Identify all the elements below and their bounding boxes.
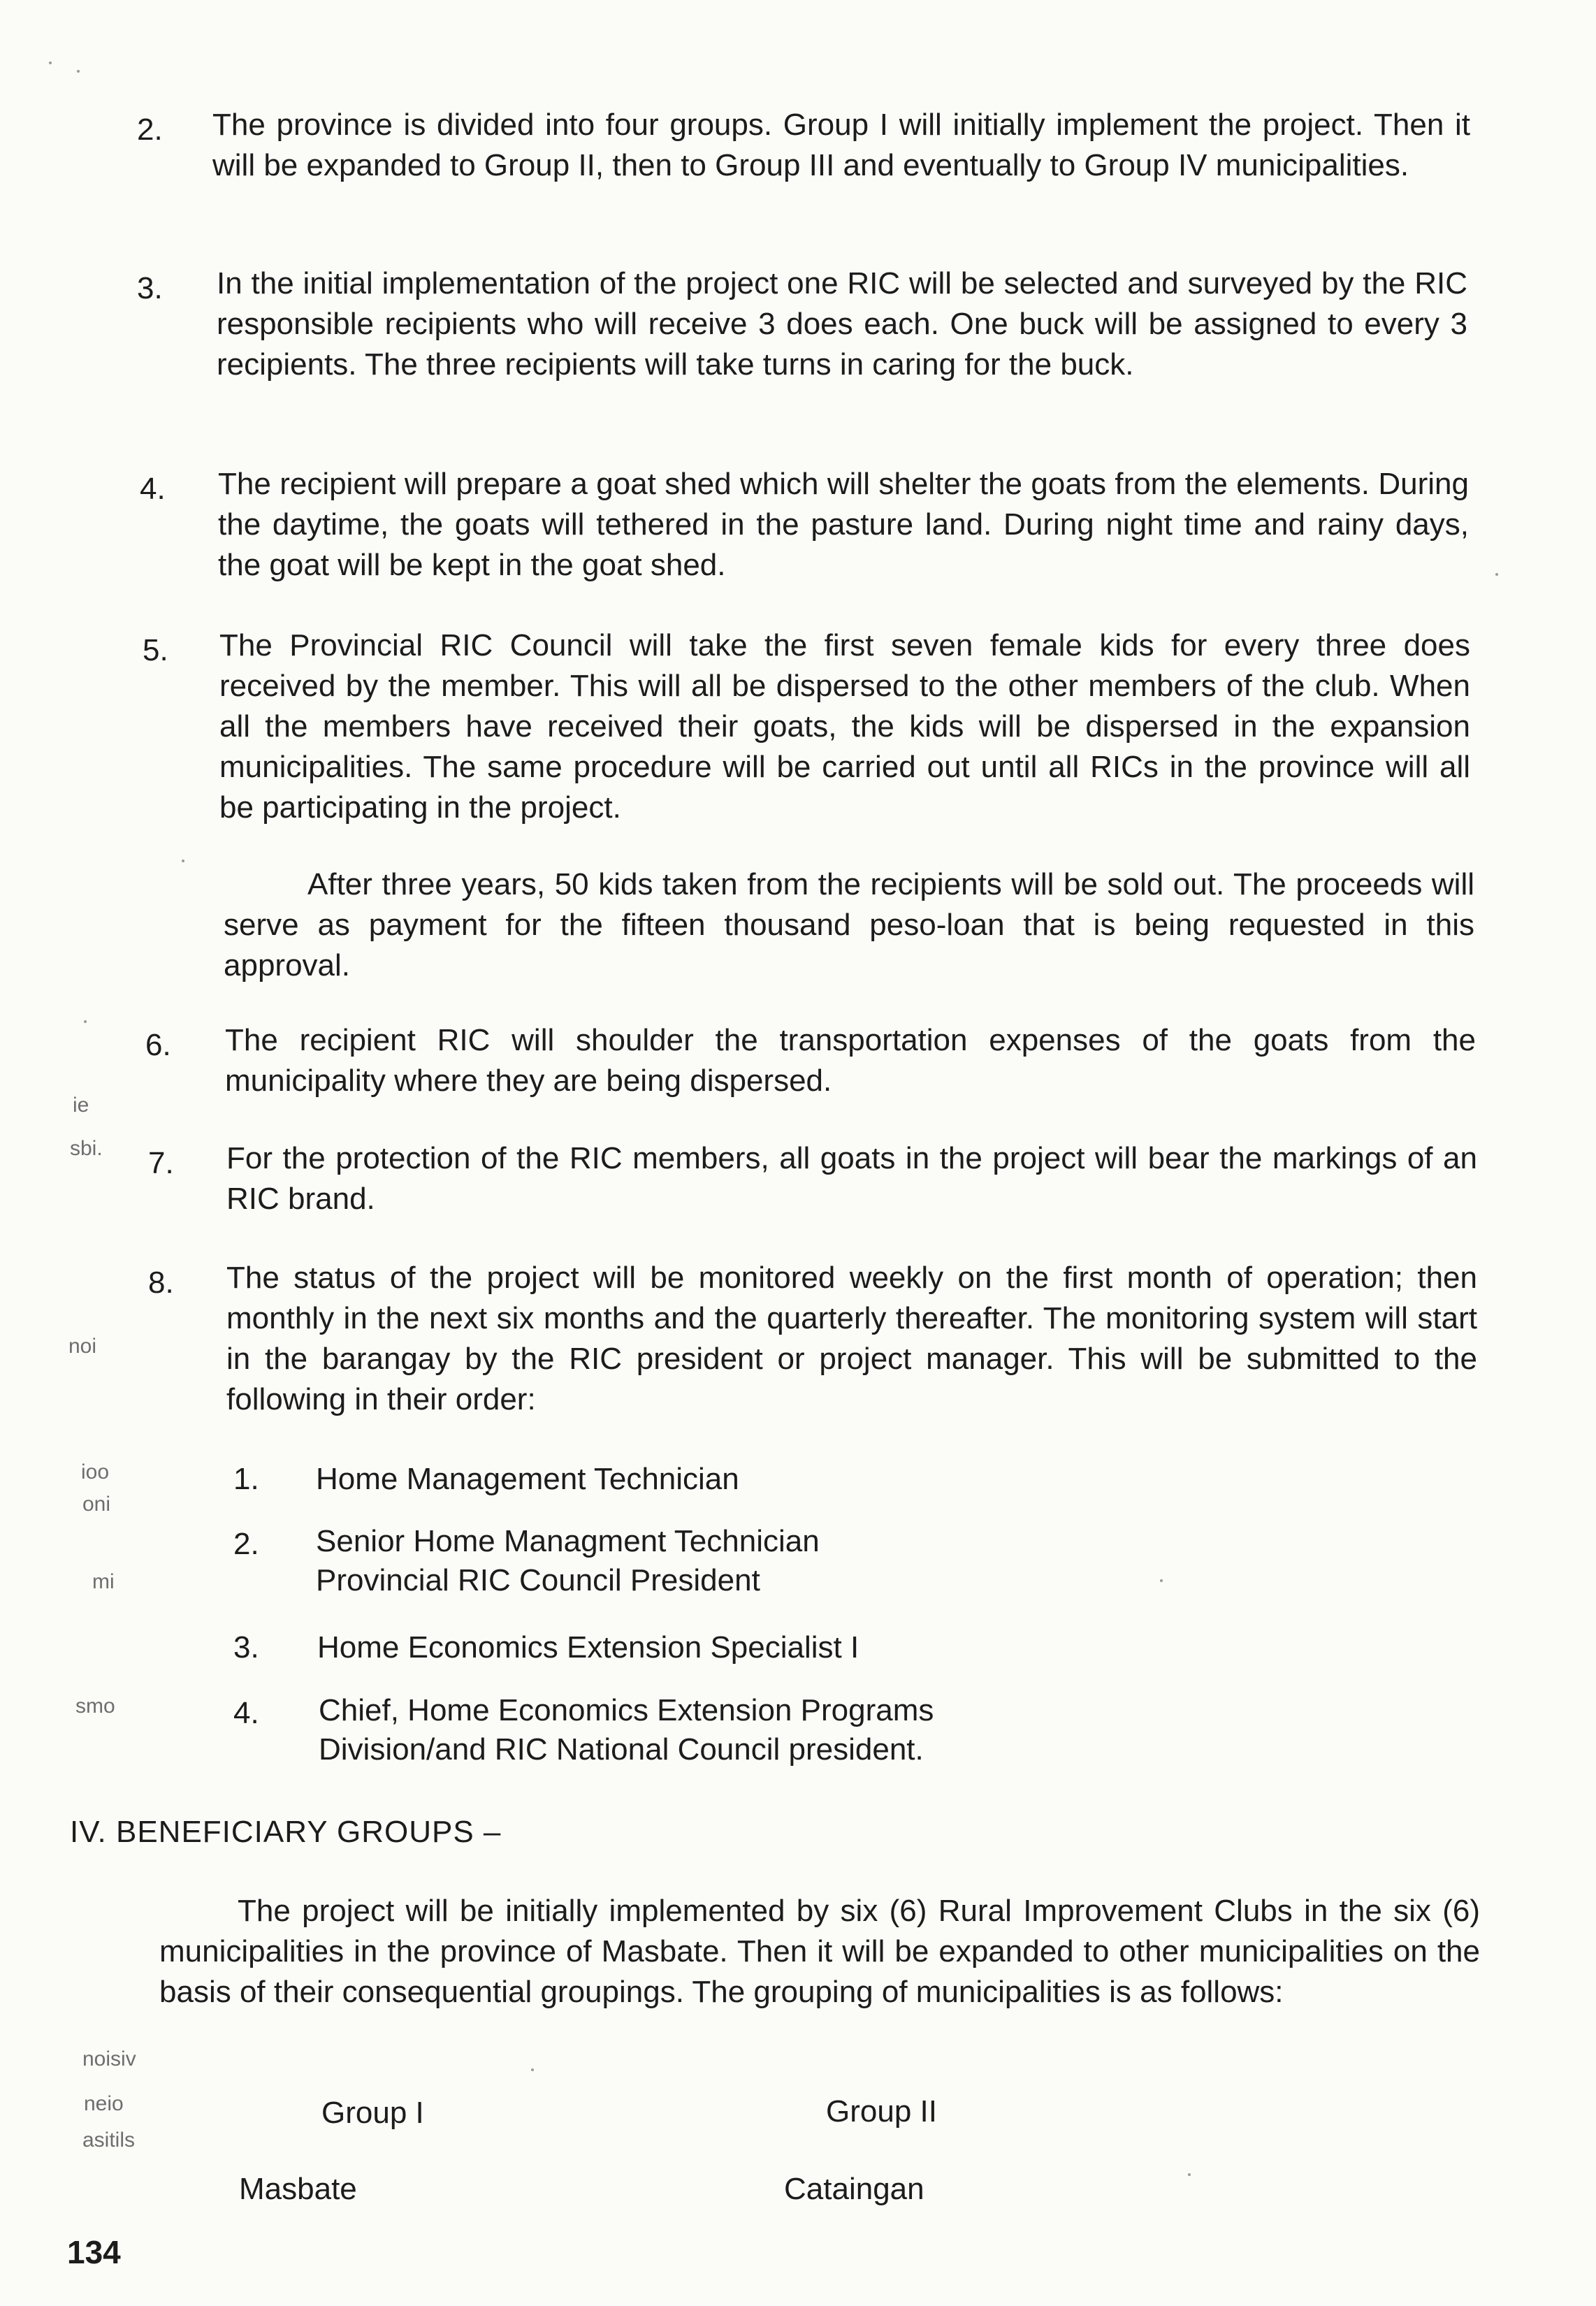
margin-mark: asitils bbox=[82, 2129, 136, 2152]
group-1-label: Group I bbox=[321, 2096, 424, 2130]
item-number: 7. bbox=[148, 1146, 174, 1180]
group-2-label: Group II bbox=[826, 2094, 937, 2129]
margin-mark: sbi. bbox=[70, 1137, 103, 1160]
margin-mark: oni bbox=[82, 1493, 111, 1516]
speck bbox=[49, 61, 52, 64]
speck bbox=[1495, 573, 1498, 576]
group-1-municipality: Masbate bbox=[239, 2172, 357, 2206]
speck bbox=[1160, 1579, 1163, 1582]
item-number: 3. bbox=[137, 271, 163, 305]
sublist-number: 4. bbox=[233, 1696, 259, 1730]
speck bbox=[531, 2068, 534, 2071]
margin-mark: noi bbox=[68, 1335, 97, 1358]
item-text: The province is divided into four groups. Group I will initially implement the project. Then it will be expanded to Group II, then to Group III and eventually to Group IV municipalities. bbox=[212, 108, 1470, 182]
item-number: 4. bbox=[140, 472, 166, 506]
item-text: For the protection of the RIC members, all goats in the project will bear the markings of an RIC brand. bbox=[226, 1141, 1477, 1216]
sublist-text: Chief, Home Economics Extension Programs bbox=[319, 1693, 934, 1727]
group-2-municipality: Cataingan bbox=[784, 2172, 924, 2206]
speck bbox=[77, 70, 80, 73]
margin-mark: neio bbox=[84, 2092, 124, 2115]
section-body: The project will be initially implemented by six (6) Rural Improvement Clubs in the six (6) municipalities in the province of Masbate. Then it will be expanded to other municipalities on the basis of their consequential groupings. The grouping of municipalities is as follows: bbox=[159, 1894, 1480, 2009]
item-text: In the initial implementation of the project one RIC will be selected and surveyed by the RIC responsible recipients who will receive 3 does each. One buck will be assigned to every 3 recipients. The three recipients will take turns in caring for the buck. bbox=[217, 266, 1467, 382]
sublist-number: 1. bbox=[233, 1462, 259, 1496]
item-text: The Provincial RIC Council will take the first seven female kids for every three does received by the member. This will all be dispersed to the other members of the club. When all the members have received their goats, the kids will be dispersed in the expansion municipalities. The same procedure will be carried out until all RICs in the province will all be participating in the project. bbox=[219, 628, 1470, 825]
page-number: 134 bbox=[67, 2234, 121, 2270]
speck bbox=[182, 860, 184, 862]
item-number: 8. bbox=[148, 1266, 174, 1300]
margin-mark: ioo bbox=[81, 1460, 110, 1484]
sublist-number: 3. bbox=[233, 1630, 259, 1665]
speck bbox=[1188, 2173, 1191, 2176]
sublist-text: Home Economics Extension Specialist I bbox=[317, 1630, 859, 1665]
item-number: 6. bbox=[145, 1028, 171, 1062]
sublist-text: Division/and RIC National Council president. bbox=[319, 1732, 924, 1767]
section-heading: IV. BENEFICIARY GROUPS – bbox=[70, 1815, 502, 1849]
speck bbox=[84, 1020, 87, 1023]
margin-mark: smo bbox=[75, 1695, 115, 1718]
margin-mark: ie bbox=[73, 1094, 89, 1117]
item-text: The recipient will prepare a goat shed which will shelter the goats from the elements. During the daytime, the goats will tethered in the pasture land. During night time and rainy days, the goat will be kept in the goat shed. bbox=[218, 467, 1469, 582]
item-number: 2. bbox=[137, 113, 163, 147]
sublist-number: 2. bbox=[233, 1527, 259, 1561]
margin-mark: mi bbox=[92, 1570, 115, 1593]
sublist-text: Senior Home Managment Technician bbox=[316, 1524, 820, 1558]
item-text: The status of the project will be monitored weekly on the first month of operation; then monthly in the next six months and the quarterly thereafter. The monitoring system will start in the barangay by the RIC president or project manager. This will be submitted to the following in their order: bbox=[226, 1261, 1477, 1416]
sublist-text: Provincial RIC Council President bbox=[316, 1563, 760, 1597]
item-text: After three years, 50 kids taken from the recipients will be sold out. The proceeds will serve as payment for the fifteen thousand peso-loan that is being requested in this approval. bbox=[224, 867, 1474, 982]
item-number: 5. bbox=[143, 633, 168, 667]
margin-mark: noisiv bbox=[82, 2047, 136, 2071]
item-text: The recipient RIC will shoulder the transportation expenses of the goats from the municipality where they are being dispersed. bbox=[225, 1023, 1476, 1098]
sublist-text: Home Management Technician bbox=[316, 1462, 739, 1496]
